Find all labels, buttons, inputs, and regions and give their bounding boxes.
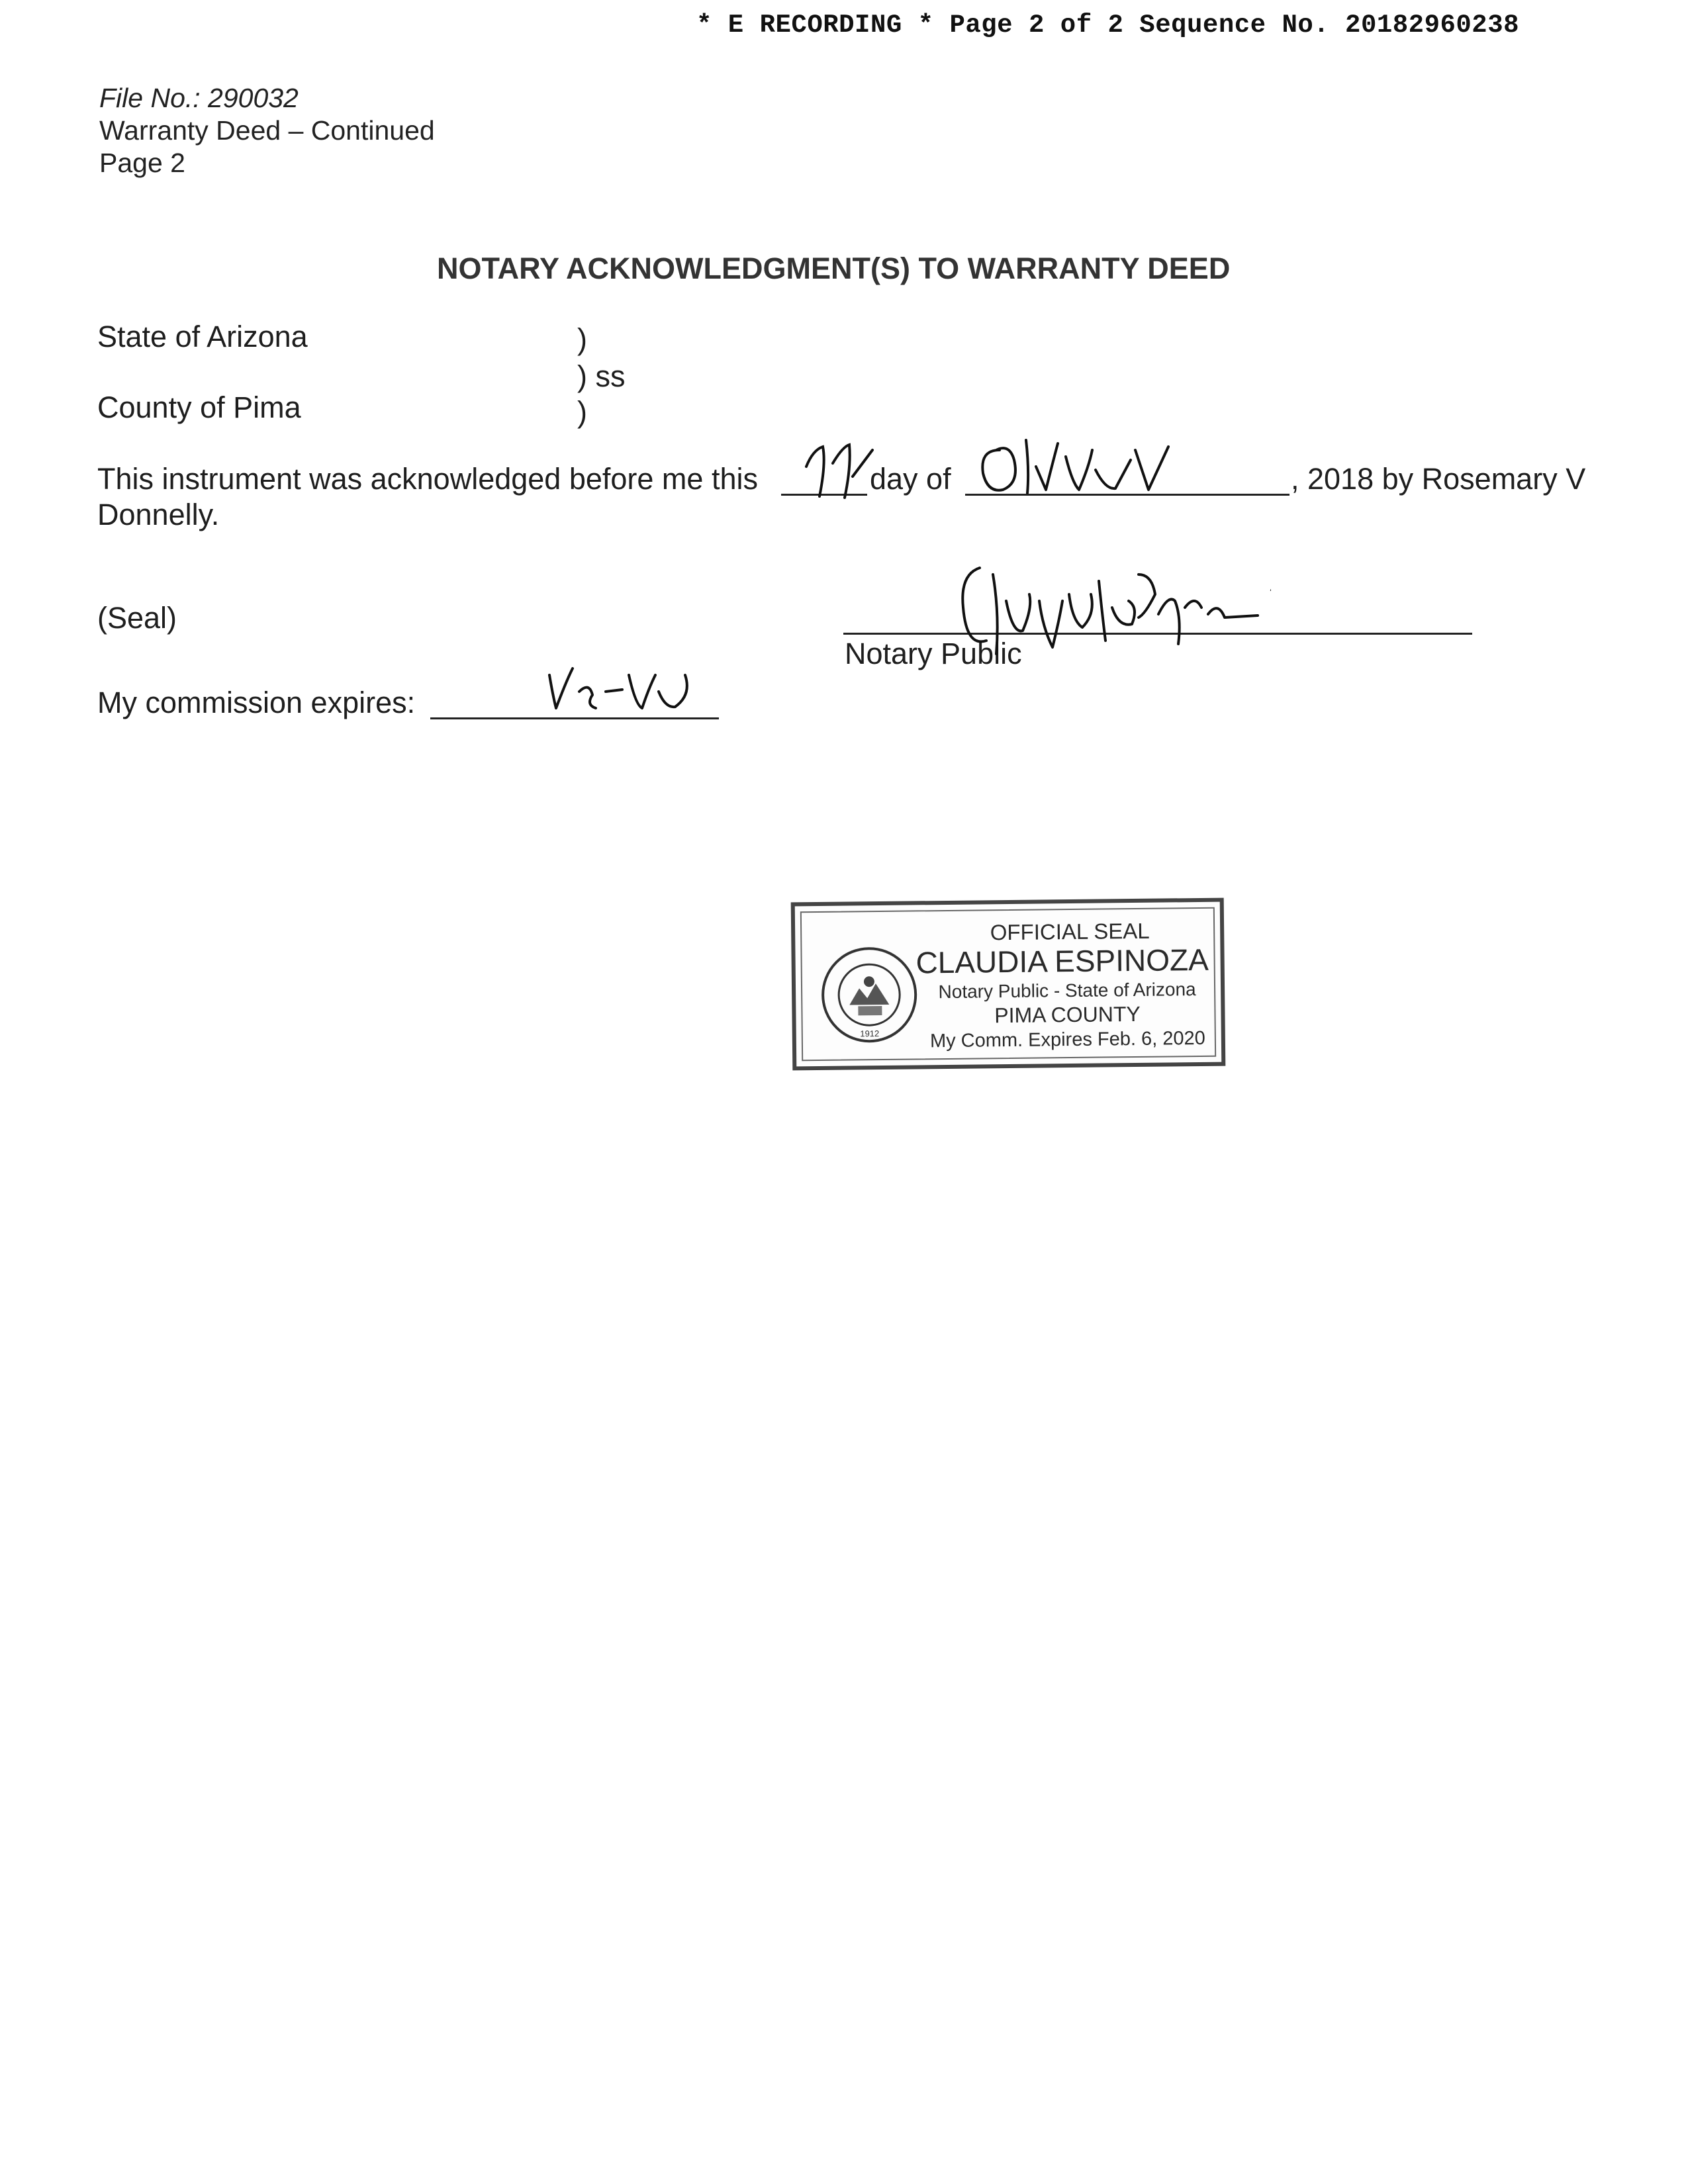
venue-county: County of Pima bbox=[97, 390, 301, 424]
acknowledgment-tail: , 2018 by Rosemary V bbox=[1291, 462, 1586, 496]
venue-state: State of Arizona bbox=[97, 320, 308, 353]
notary-name: CLAUDIA ESPINOZA bbox=[915, 942, 1209, 980]
notary-commission-expiry: My Comm. Expires Feb. 6, 2020 bbox=[929, 1027, 1205, 1052]
page-number: Page 2 bbox=[99, 148, 185, 178]
venue-paren-3: ) bbox=[577, 395, 587, 429]
seal-label: (Seal) bbox=[97, 601, 177, 635]
notary-public-label: Notary Public bbox=[845, 637, 1022, 670]
file-number: File No.: 290032 bbox=[99, 83, 299, 113]
acknowledgment-day-of: day of bbox=[870, 462, 951, 496]
venue-paren-ss: ) ss bbox=[577, 359, 626, 393]
notary-commission-state: Notary Public - State of Arizona bbox=[938, 979, 1196, 1003]
venue-paren-1: ) bbox=[577, 322, 587, 356]
state-seal-year: 1912 bbox=[860, 1028, 880, 1039]
acknowledgment-lead: This instrument was acknowledged before me this bbox=[97, 462, 758, 496]
acknowledgment-tail-2: Donnelly. bbox=[97, 498, 220, 531]
document-name: Warranty Deed – Continued bbox=[99, 115, 435, 146]
state-seal-emblem-icon bbox=[819, 944, 919, 1045]
notary-county: PIMA COUNTY bbox=[994, 1001, 1141, 1028]
handwritten-day bbox=[800, 437, 879, 503]
handwritten-commission-date bbox=[543, 655, 715, 718]
recording-stamp: * E RECORDING * Page 2 of 2 Sequence No. 20182960238 bbox=[696, 11, 1519, 40]
page-title: NOTARY ACKNOWLEDGMENT(S) TO WARRANTY DEED bbox=[437, 251, 1231, 285]
handwritten-month bbox=[973, 430, 1198, 503]
official-seal-stamp bbox=[791, 898, 1226, 1071]
official-seal-heading: OFFICIAL SEAL bbox=[990, 918, 1150, 945]
commission-label: My commission expires: bbox=[97, 686, 416, 719]
notary-signature bbox=[940, 555, 1271, 674]
